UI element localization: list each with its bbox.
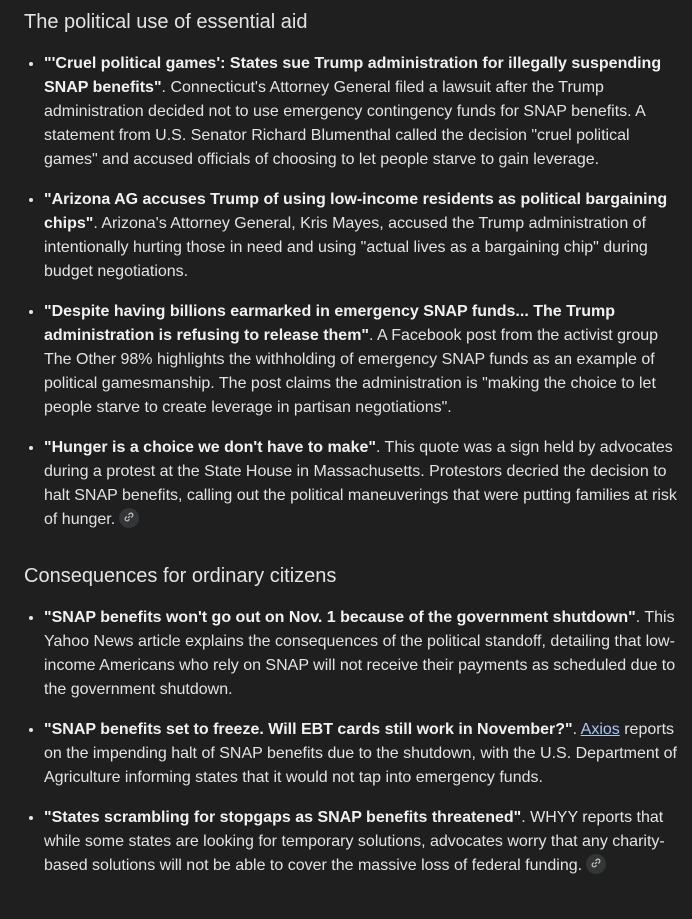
quote-text: "Hunger is a choice we don't have to make" [44, 439, 376, 456]
list-item [44, 606, 678, 702]
item-text: . Connecticut's Attorney General filed a lawsuit after the Trump administration decided not to use emergency contingency funds for SNAP benefits. A statement from U.S. Senator Richard Blumenthal called the decision "cruel political games" and accused officials of choosing to let people starve to gain leverage. [44, 79, 645, 168]
list-item [44, 806, 678, 878]
list-item [44, 52, 678, 172]
source-link-chip[interactable] [586, 854, 606, 874]
section-heading-political-use: The political use of essential aid [24, 11, 308, 33]
item-text: . Arizona's Attorney General, Kris Mayes, accused the Trump administration of intentionally hurting those in need and using "actual lives as a bargaining chip" during budget negotiations. [44, 215, 648, 280]
bullet-list-consequences [24, 606, 678, 878]
quote-text: "SNAP benefits won't go out on Nov. 1 because of the government shutdown" [44, 609, 636, 626]
quote-text: "States scrambling for stopgaps as SNAP benefits threatened" [44, 809, 522, 826]
bullet-list-political-use [24, 52, 678, 532]
list-item [44, 188, 678, 284]
quote-text: "Arizona AG accuses Trump of using low-income residents as political bargaining chips" [44, 191, 668, 232]
axios-link[interactable]: Axios [580, 721, 620, 738]
item-text-prefix: . [572, 721, 581, 738]
list-item [44, 436, 678, 532]
quote-text: "Despite having billions earmarked in emergency SNAP funds... The Trump administration is refusing to release them" [44, 303, 615, 344]
list-item [44, 300, 678, 420]
item-text: . This Yahoo News article explains the consequences of the political standoff, detailing that low-income Americans who rely on SNAP will not receive their payments as scheduled due to the government shutdown. [44, 609, 676, 698]
item-text: . This quote was a sign held by advocates during a protest at the State House in Massachusetts. Protestors decried the decision to halt SNAP benefits, calling out the political maneuverings that were putting families at risk of hunger. [44, 439, 677, 528]
link-icon [124, 512, 134, 522]
item-text: . WHYY reports that while some states are looking for temporary solutions, advocates worry that any charity-based solutions will not be able to cover the massive loss of federal funding. [44, 809, 665, 874]
source-link-chip[interactable] [119, 508, 139, 528]
quote-text: "'Cruel political games': States sue Trump administration for illegally suspending SNAP benefits" [44, 55, 662, 96]
list-item [44, 718, 678, 790]
section-heading-consequences: Consequences for ordinary citizens [24, 565, 337, 587]
item-text: reports on the impending halt of SNAP benefits due to the shutdown, with the U.S. Department of Agriculture informing states that it would not tap into emergency funds. [44, 721, 677, 786]
item-text: . A Facebook post from the activist group The Other 98% highlights the withholding of emergency SNAP funds as an example of political gamesmanship. The post claims the administration is "making the choice to let people starve to create leverage in partisan negotiations". [44, 327, 659, 416]
link-icon [591, 858, 601, 868]
quote-text: "SNAP benefits set to freeze. Will EBT cards still work in November?" [44, 721, 573, 738]
